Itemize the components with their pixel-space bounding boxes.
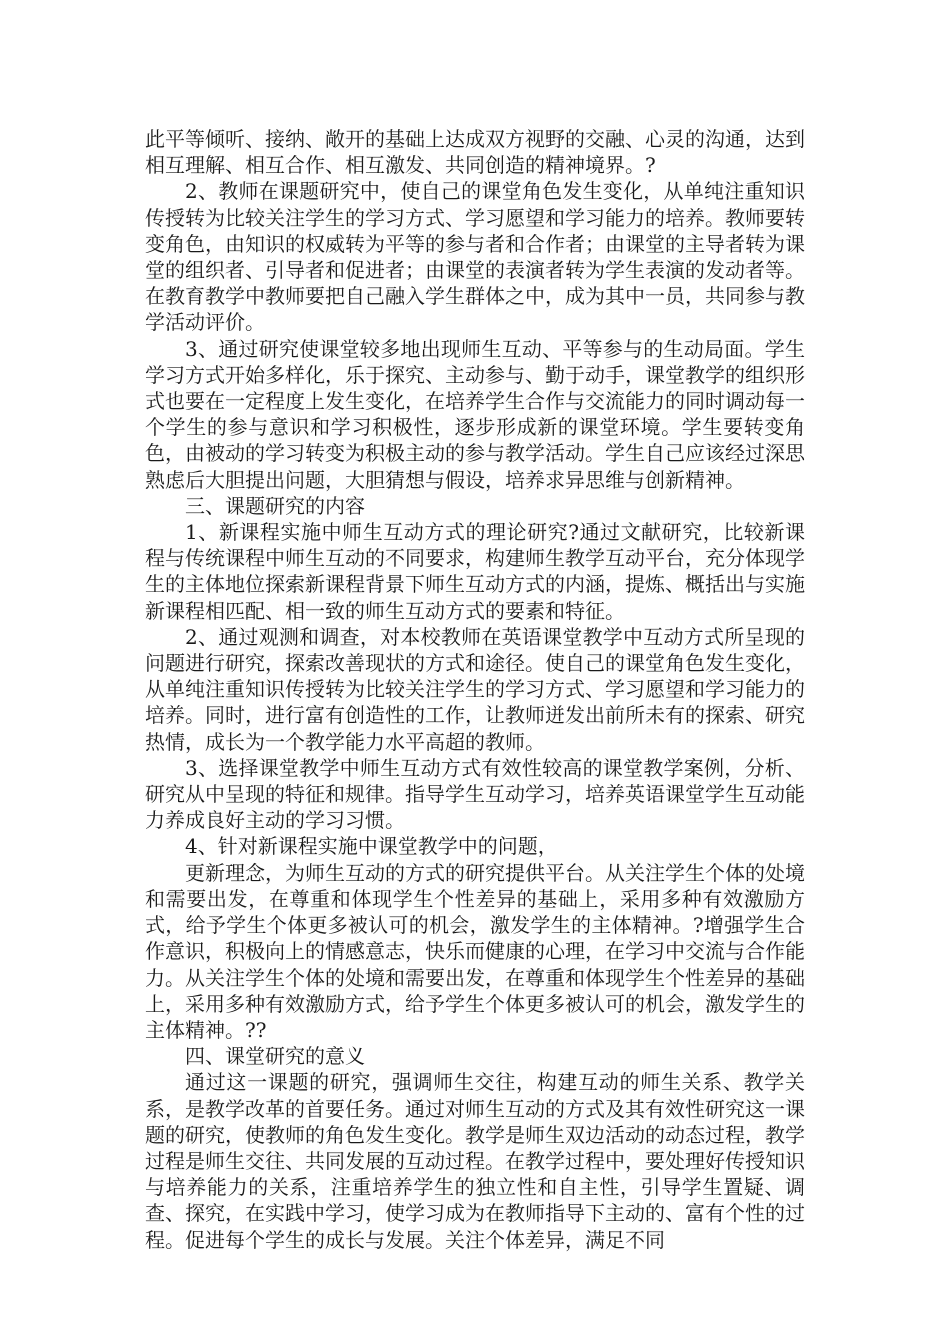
paragraph-teacher-role: 2、教师在课题研究中，使自己的课堂角色发生变化，从单纯注重知识传授转为比较关注学生的学习方式、学习愿望和学习能力的培养。教师要转变角色，由知识的权威转为平等的参与者和合作者；由课堂的主导者转为课堂的组织者、引导者和促进者；由课堂的表演者转为学生表演的发动者等。在教育教学中教师要把自己融入学生群体之中，成为其中一员，共同参与教学活动评价。	[145, 179, 805, 335]
paragraph-significance: 通过这一课题的研究，强调师生交往，构建互动的师生关系、教学关系，是教学改革的首要任务。通过对师生互动的方式及其有效性研究这一课题的研究，使教师的角色发生变化。教学是师生双边活动的动态过程，教学过程是师生交往、共同发展的互动过程。在教学过程中，要处理好传授知识与培养能力的关系，注重培养学生的独立性和自主性，引导学生置疑、调查、探究，在实践中学习，使学习成为在教师指导下主动的、富有个性的过程。促进每个学生的成长与发展。关注个体差异，满足不同	[145, 1070, 805, 1252]
section-heading-research-content: 三、课题研究的内容	[185, 493, 365, 518]
paragraph-update-concept: 更新理念，为师生互动的方式的研究提供平台。从关注学生个体的处境和需要出发，在尊重和体现学生个性差异的基础上，采用多种有效激励方式，给予学生个体更多被认可的机会，激发学生的主体精神。?增强学生合作意识，积极向上的情感意志，快乐而健康的心理，在学习中交流与合作能力。从关注学生个体的处境和需要出发，在尊重和体现学生个性差异的基础上，采用多种有效激励方式，给予学生个体更多被认可的机会，激发学生的主体精神。??	[145, 860, 805, 1042]
paragraph-content-item-2: 2、通过观测和调查，对本校教师在英语课堂教学中互动方式所呈现的问题进行研究，探索改善现状的方式和途径。使自己的课堂角色发生变化，从单纯注重知识传授转为比较关注学生的学习方式、学习愿望和学习能力的培养。同时，进行富有创造性的工作，让教师迸发出前所未有的探索、研究热情，成长为一个教学能力水平高超的教师。	[145, 624, 805, 754]
paragraph-content-item-3: 3、选择课堂教学中师生互动方式有效性较高的课堂教学案例，分析、研究从中呈现的特征和规律。指导学生互动学习，培养英语课堂学生互动能力养成良好主动的学习习惯。	[145, 755, 805, 833]
paragraph-content-item-4: 4、针对新课程实施中课堂教学中的问题，	[185, 834, 558, 859]
document-body	[145, 126, 805, 1253]
paragraph-classroom-interaction: 3、通过研究使课堂较多地出现师生互动、平等参与的生动局面。学生学习方式开始多样化，乐于探究、主动参与、勤于动手，课堂教学的组织形式也要在一定程度上发生变化，在培养学生合作与交流能力的同时调动每一个学生的参与意识和学习积极性，逐步形成新的课堂环境。学生要转变角色，由被动的学习转变为积极主动的参与教学活动。学生自己应该经过深思熟虑后大胆提出问题，大胆猜想与假设，培养求异思维与创新精神。	[145, 336, 805, 492]
paragraph-continuation: 此平等倾听、接纳、敞开的基础上达成双方视野的交融、心灵的沟通，达到相互理解、相互合作、相互激发、共同创造的精神境界。?	[145, 127, 805, 178]
paragraph-content-item-1: 1、新课程实施中师生互动方式的理论研究?通过文献研究，比较新课程与传统课程中师生互动的不同要求，构建师生教学互动平台，充分体现学生的主体地位探索新课程背景下师生互动方式的内涵，提炼、概括出与实施新课程相匹配、相一致的师生互动方式的要素和特征。	[145, 520, 805, 623]
section-heading-significance: 四、课堂研究的意义	[185, 1044, 365, 1069]
